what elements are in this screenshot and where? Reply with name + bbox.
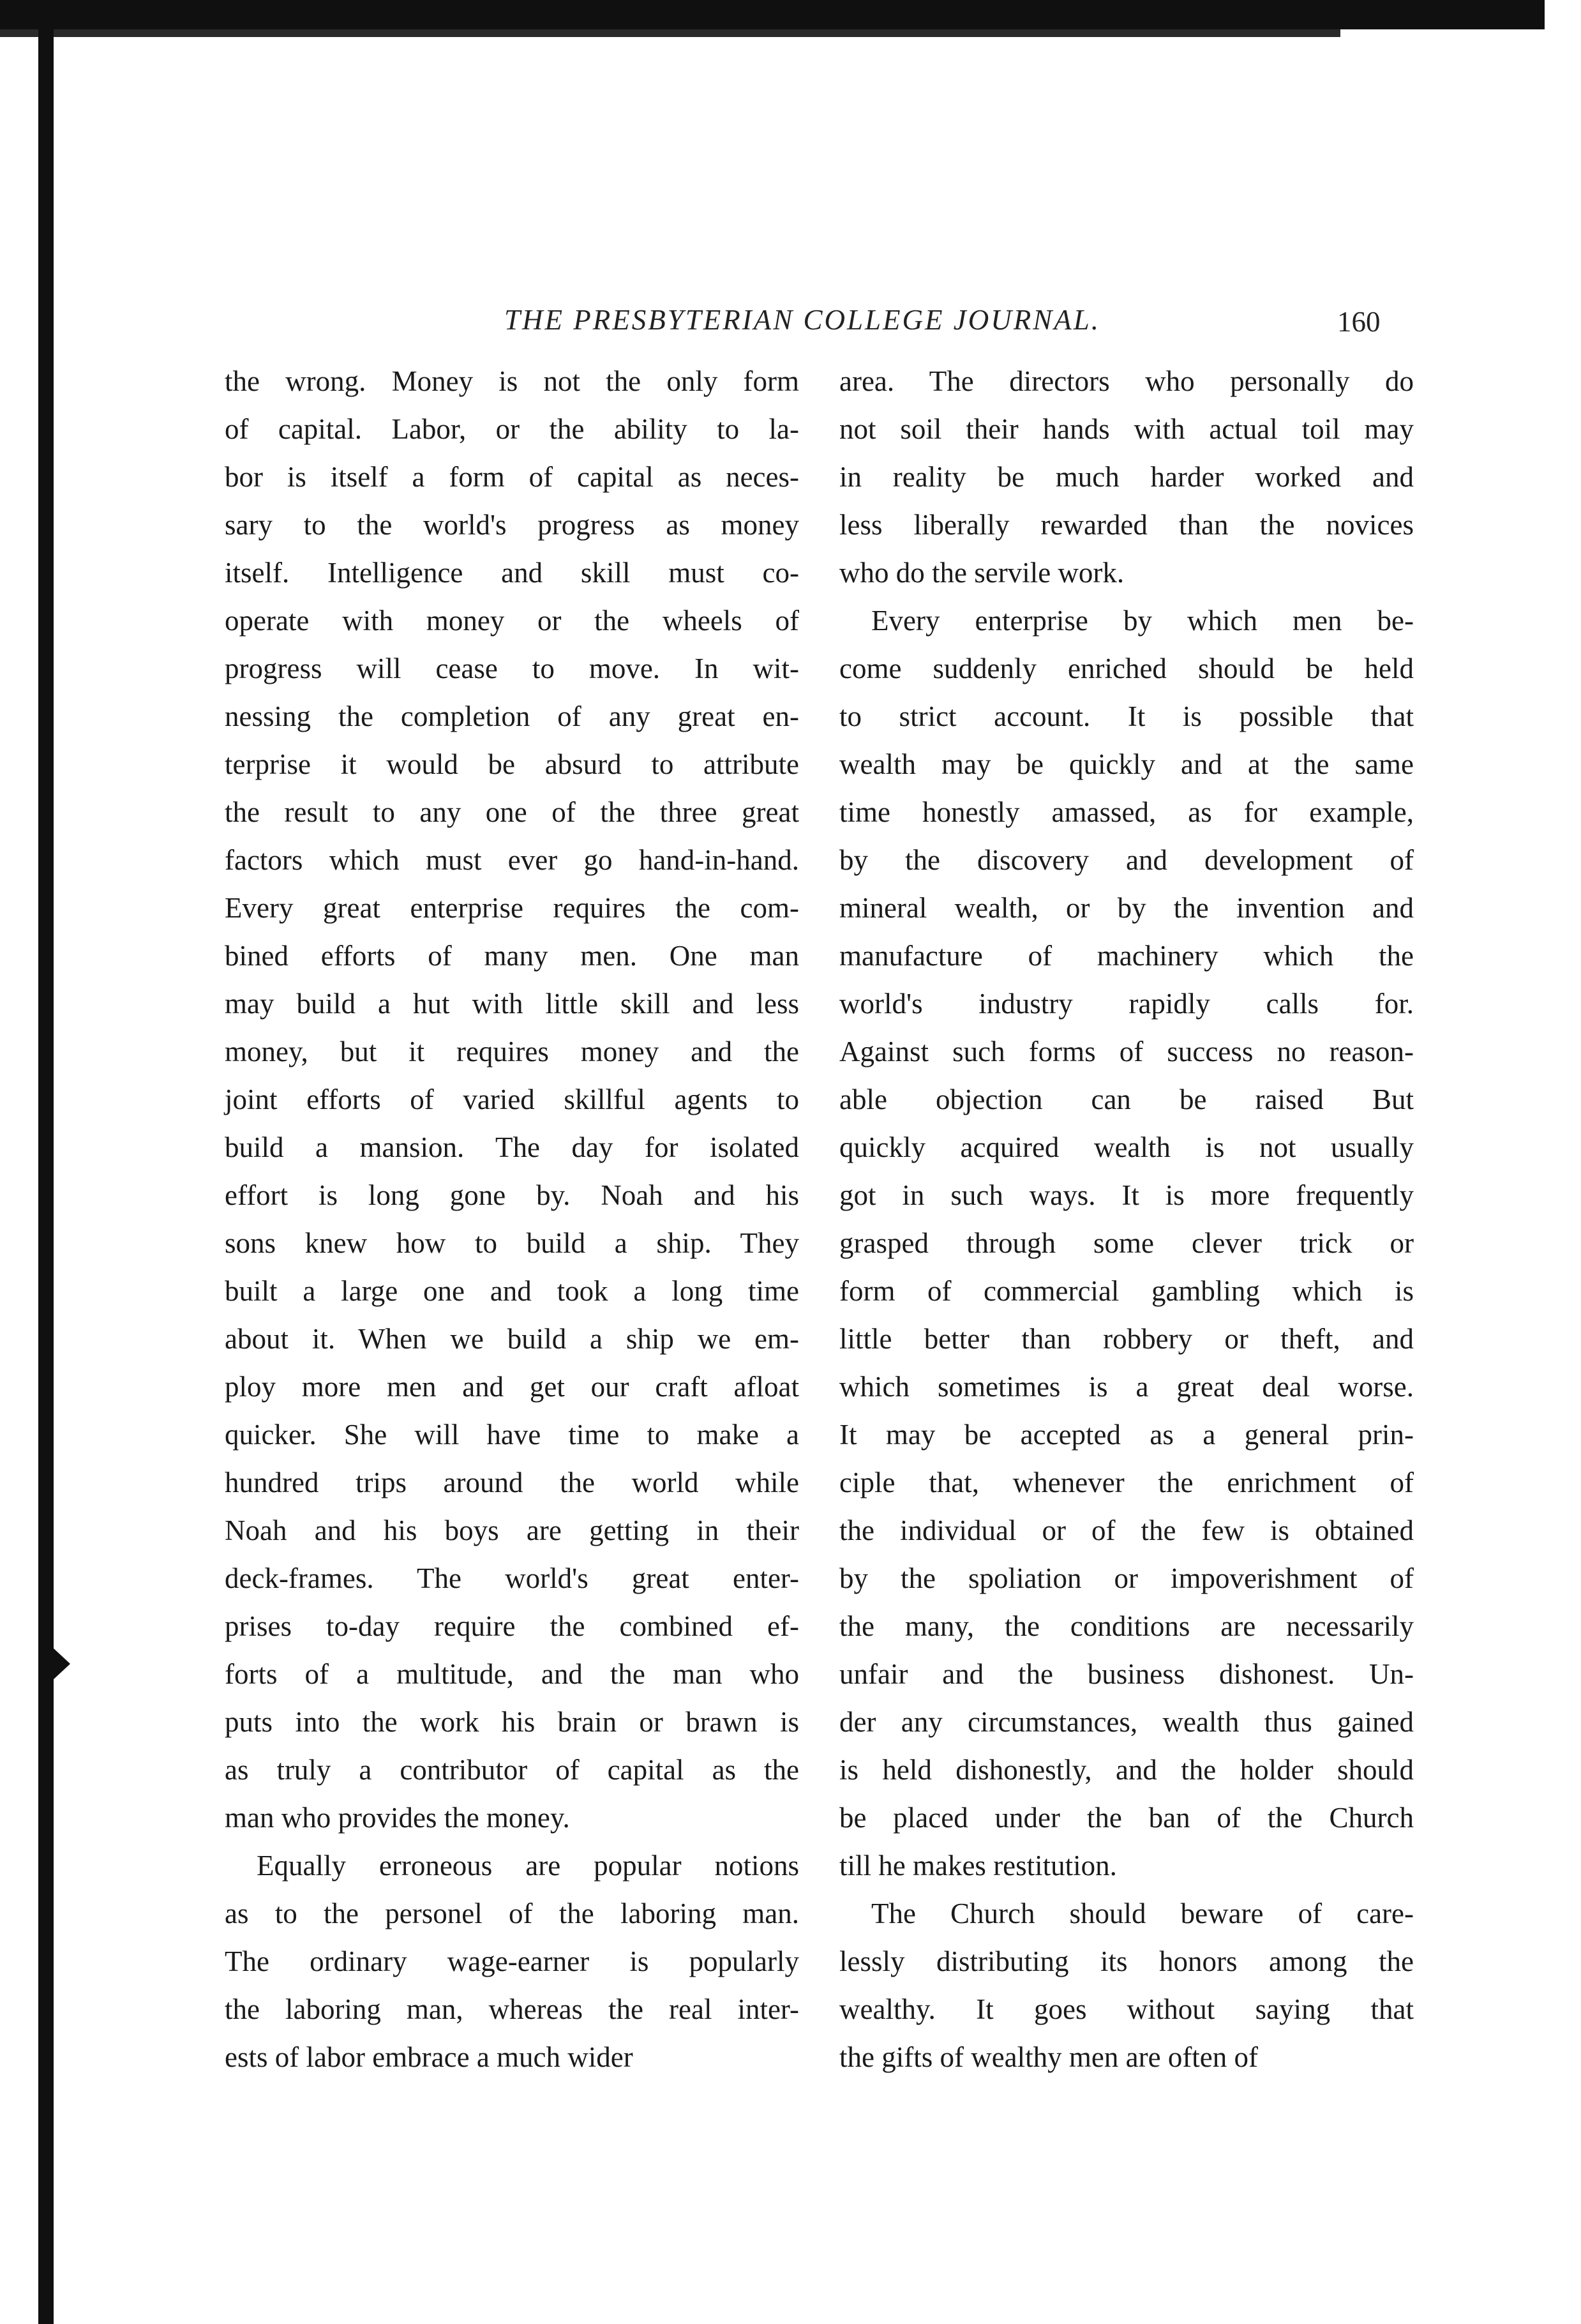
left-column-line-13: bined efforts of many men. One man [225,940,799,972]
right-column-line-20: form of commercial gambling which is [839,1275,1414,1307]
right-column-line-13: manufacture of machinery which the [839,940,1414,972]
right-column-line-26: by the spoliation or impoverishment of [839,1562,1414,1594]
left-column-line-5: itself. Intelligence and skill must co- [225,557,799,589]
right-column-line-34: lessly distributing its honors among the [839,1945,1414,1977]
left-column-line-17: build a mansion. The day for isolated [225,1131,799,1163]
right-column-line-16: able objection can be raised But [839,1083,1414,1115]
left-column-line-34: The ordinary wage-earner is popularly [225,1945,799,1977]
right-column-line-5: who do the servile work. [839,557,1125,589]
right-column-line-3: in reality be much harder worked and [839,461,1414,493]
left-column-line-8: nessing the completion of any great en- [225,700,799,732]
left-column-line-6: operate with money or the wheels of [225,605,799,637]
right-column-line-36: the gifts of wealthy men are often of [839,2041,1259,2073]
left-column-line-19: sons knew how to build a ship. They [225,1227,799,1259]
right-column-line-18: got in such ways. It is more frequently [839,1179,1414,1211]
right-column-line-31: be placed under the ban of the Church [839,1802,1414,1834]
left-column-line-21: about it. When we build a ship we em- [225,1323,799,1355]
right-column-line-14: world's industry rapidly calls for. [839,988,1414,1020]
left-column-line-35: the laboring man, whereas the real inter- [225,1993,799,2025]
left-column-line-4: sary to the world's progress as money [225,509,799,541]
right-column-line-35: wealthy. It goes without saying that [839,1993,1414,2025]
right-column-line-21: little better than robbery or theft, and [839,1323,1414,1355]
right-column-line-32: till he makes restitution. [839,1850,1117,1882]
right-column-line-23: It may be accepted as a general prin- [839,1419,1414,1451]
left-column-line-25: Noah and his boys are getting in their [225,1514,799,1546]
page-number: 160 [1337,306,1381,338]
scan-border-notch [52,1647,70,1680]
left-column-line-26: deck-frames. The world's great enter- [225,1562,799,1594]
left-column-line-12: Every great enterprise requires the com- [225,892,799,924]
right-column-line-28: unfair and the business dishonest. Un- [839,1658,1414,1690]
scan-border-left [38,26,54,2324]
right-column-line-2: not soil their hands with actual toil may [839,413,1414,445]
right-column-line-4: less liberally rewarded than the novices [839,509,1414,541]
left-column-line-9: terprise it would be absurd to attribute [225,748,799,780]
right-column-line-24: ciple that, whenever the enrichment of [839,1467,1414,1498]
right-column-line-6: Every enterprise by which men be- [871,605,1414,637]
left-column-line-10: the result to any one of the three great [225,796,799,828]
right-column-line-33: The Church should beware of care- [871,1898,1414,1929]
left-column-line-20: built a large one and took a long time [225,1275,799,1307]
right-column-line-22: which sometimes is a great deal worse. [839,1371,1414,1403]
right-column-line-12: mineral wealth, or by the invention and [839,892,1414,924]
left-column-line-27: prises to-day require the combined ef- [225,1610,799,1642]
left-column-line-33: as to the personel of the laboring man. [225,1898,799,1929]
left-column-line-3: bor is itself a form of capital as neces- [225,461,799,493]
right-column-line-19: grasped through some clever trick or [839,1227,1414,1259]
right-column-line-10: time honestly amassed, as for example, [839,796,1414,828]
left-column-line-36: ests of labor embrace a much wider [225,2041,633,2073]
left-column-line-16: joint efforts of varied skillful agents to [225,1083,799,1115]
right-column-line-25: the individual or of the few is obtained [839,1514,1414,1546]
scan-border-top [0,0,1545,29]
left-column-line-18: effort is long gone by. Noah and his [225,1179,799,1211]
left-text-column [225,358,799,2081]
left-column-line-32: Equally erroneous are popular notions [257,1850,799,1882]
left-column-line-7: progress will cease to move. In wit- [225,653,799,684]
right-column-line-7: come suddenly enriched should be held [839,653,1414,684]
right-column-line-11: by the discovery and development of [839,844,1414,876]
left-column-line-22: ploy more men and get our craft afloat [225,1371,799,1403]
left-column-line-30: as truly a contributor of capital as the [225,1754,799,1786]
running-head: THE PRESBYTERIAN COLLEGE JOURNAL. [504,304,1101,336]
right-column-line-9: wealth may be quickly and at the same [839,748,1414,780]
left-column-line-14: may build a hut with little skill and less [225,988,799,1020]
right-column-line-17: quickly acquired wealth is not usually [839,1131,1414,1163]
right-column-line-29: der any circumstances, wealth thus gained [839,1706,1414,1738]
scan-border-top-shadow [0,29,1340,37]
right-column-line-15: Against such forms of success no reason- [839,1036,1414,1068]
left-column-line-31: man who provides the money. [225,1802,570,1834]
left-column-line-28: forts of a multitude, and the man who [225,1658,799,1690]
left-column-line-2: of capital. Labor, or the ability to la- [225,413,799,445]
right-text-column [839,358,1414,2081]
right-column-line-8: to strict account. It is possible that [839,700,1414,732]
right-column-line-27: the many, the conditions are necessarily [839,1610,1414,1642]
left-column-line-1: the wrong. Money is not the only form [225,365,799,397]
left-column-line-23: quicker. She will have time to make a [225,1419,799,1451]
right-column-line-30: is held dishonestly, and the holder should [839,1754,1414,1786]
left-column-line-29: puts into the work his brain or brawn is [225,1706,799,1738]
right-column-line-1: area. The directors who personally do [839,365,1414,397]
left-column-line-15: money, but it requires money and the [225,1036,799,1068]
left-column-line-11: factors which must ever go hand-in-hand. [225,844,799,876]
left-column-line-24: hundred trips around the world while [225,1467,799,1498]
